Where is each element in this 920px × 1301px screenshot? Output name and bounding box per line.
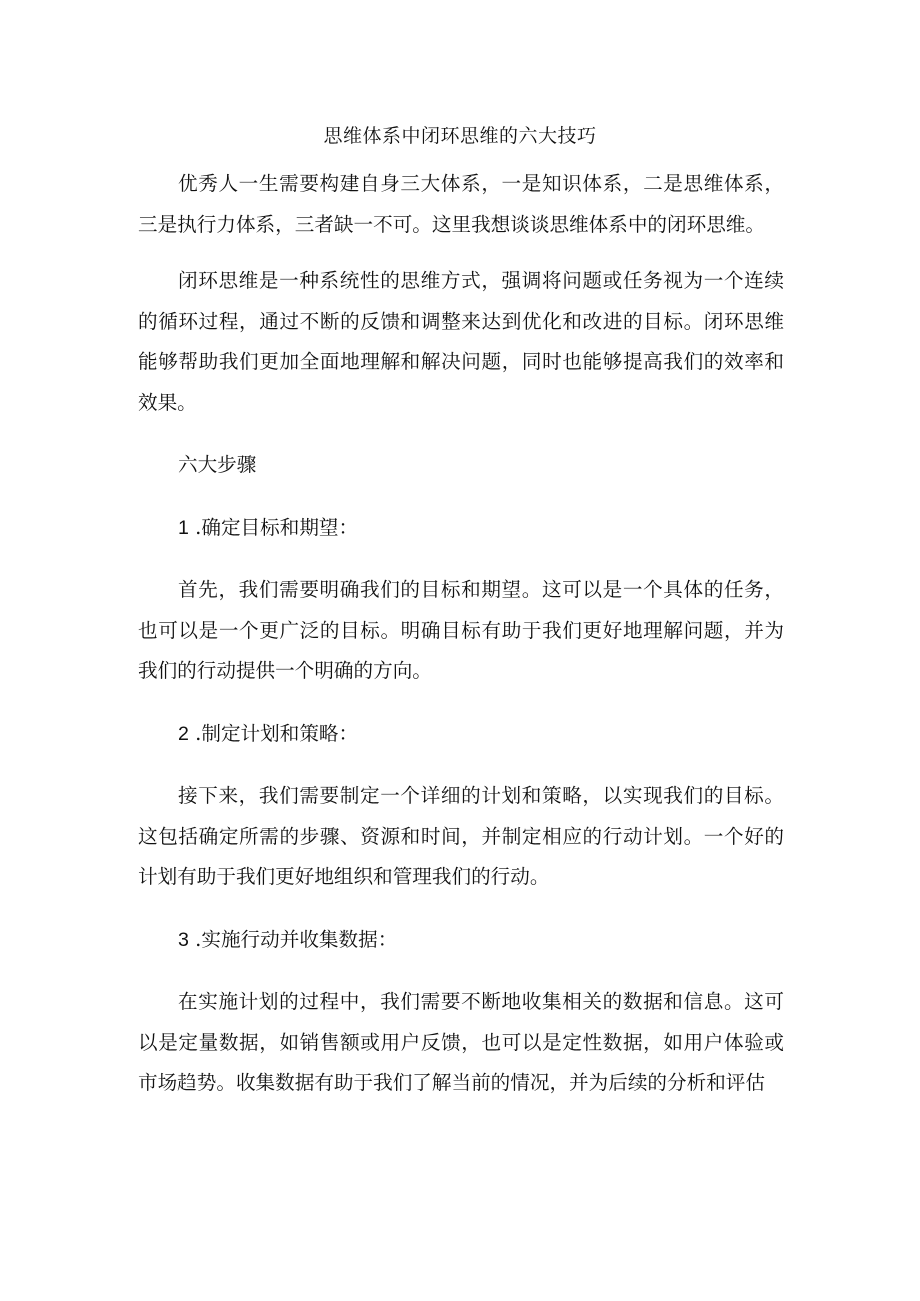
intro-paragraph: 优秀人一生需要构建自身三大体系，一是知识体系，二是思维体系，三是执行力体系，三者缺一不可。这里我想谈谈思维体系中的闭环思维。 [138,172,784,236]
step-3-number: 3 [178,928,189,951]
step-3-body: 在实施计划的过程中，我们需要不断地收集相关的数据和信息。这可以是定量数据，如销售额或用户反馈，也可以是定性数据，如用户体验或市场趋势。收集数据有助于我们了解当前的情况，并为后续的分析和评估 [138,990,784,1094]
definition-paragraph: 闭环思维是一种系统性的思维方式，强调将问题或任务视为一个连续的循环过程，通过不断的反馈和调整来达到优化和改进的目标。闭环思维能够帮助我们更加全面地理解和解决问题，同时也能够提高我们的效率和效果。 [138,269,784,414]
step-3-heading [138,920,784,961]
step-1-heading [138,508,784,549]
step-1-title: .确定目标和期望： [188,515,359,539]
step-2-number: 2 [178,722,189,745]
step-1-body: 首先，我们需要明确我们的目标和期望。这可以是一个具体的任务，也可以是一个更广泛的目标。明确目标有助于我们更好地理解问题，并为我们的行动提供一个明确的方向。 [138,578,784,682]
steps-heading: 六大步骤 [178,453,257,476]
document-body [138,164,784,1126]
step-3-title: .实施行动并收集数据： [188,927,398,951]
step-2-body: 接下来，我们需要制定一个详细的计划和策略，以实现我们的目标。这包括确定所需的步骤、资源和时间，并制定相应的行动计划。一个好的计划有助于我们更好地组织和管理我们的行动。 [138,784,784,888]
step-2-heading [138,714,784,755]
step-2-title: .制定计划和策略： [188,721,359,745]
document-title: 思维体系中闭环思维的六大技巧 [323,125,597,147]
step-1-number: 1 [178,516,189,539]
